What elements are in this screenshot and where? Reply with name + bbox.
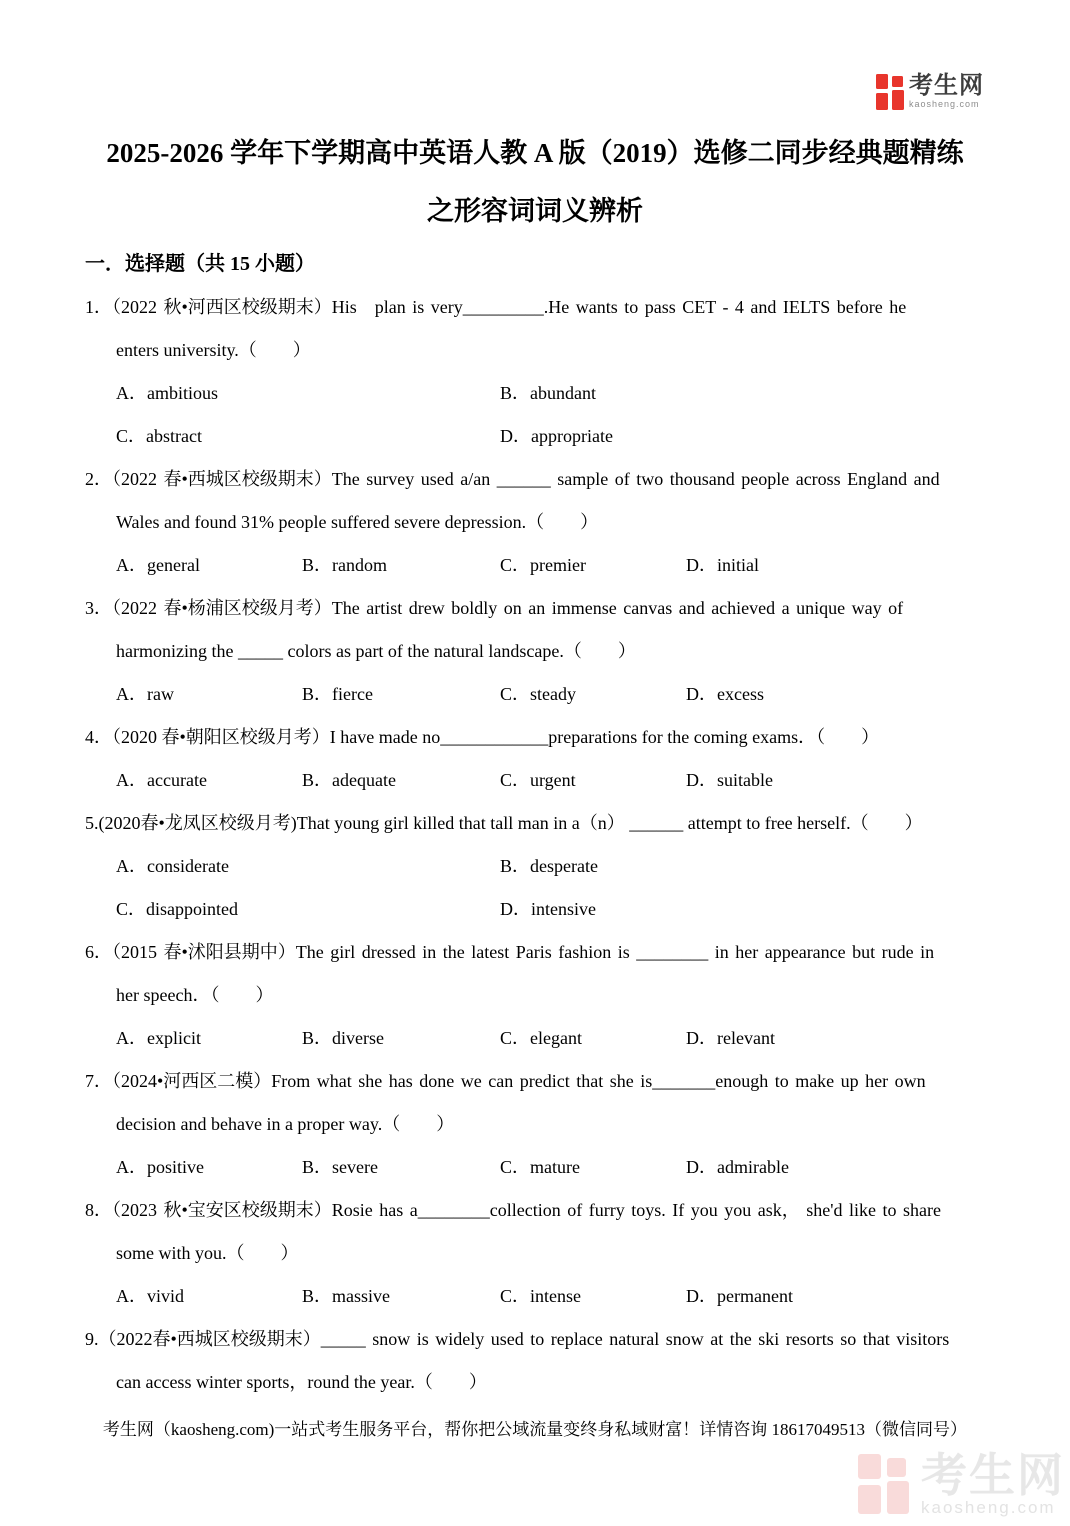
question-2-option-A: A．general xyxy=(116,555,200,575)
question-2 xyxy=(85,458,985,587)
question-2-option-B: B．random xyxy=(302,555,387,575)
question-1-option-A: A．ambitious xyxy=(116,383,218,403)
question-8-option-B: B．massive xyxy=(302,1286,390,1306)
section-heading: 一．选择题（共 15 小题） xyxy=(85,253,315,275)
question-6-option-C: C．elegant xyxy=(500,1028,582,1048)
question-2-stem-line-1: 2．（2022 春•西城区校级期末）The survey used a/an ______ sample of two thousand people across England and xyxy=(85,469,940,489)
question-8-option-D: D．permanent xyxy=(686,1286,793,1306)
watermark-brand-name: 考生网 xyxy=(921,1449,1065,1501)
question-8-options-row xyxy=(85,1275,985,1318)
question-7-option-D: D．admirable xyxy=(686,1157,789,1177)
questions xyxy=(85,286,985,1404)
question-4-option-B: B．adequate xyxy=(302,770,396,790)
question-5 xyxy=(85,802,985,931)
question-6 xyxy=(85,931,985,1060)
question-2-option-D: D．initial xyxy=(686,555,759,575)
question-1 xyxy=(85,286,985,458)
question-7-option-B: B．severe xyxy=(302,1157,378,1177)
question-7-stem-line-2: decision and behave in a proper way.（ ） xyxy=(116,1114,455,1134)
question-3-option-C: C．steady xyxy=(500,684,576,704)
question-6-options-row xyxy=(85,1017,985,1060)
question-6-option-B: B．diverse xyxy=(302,1028,384,1048)
logo-brand-name: 考生网 xyxy=(909,72,984,99)
question-2-options-row xyxy=(85,544,985,587)
question-8 xyxy=(85,1189,985,1318)
question-6-stem-line-2: her speech．（ ） xyxy=(116,985,274,1005)
document-title-line-2: 之形容词词义辨析 xyxy=(427,196,643,226)
logo-domain: kaosheng.com xyxy=(909,99,980,109)
question-8-option-A: A．vivid xyxy=(116,1286,185,1306)
question-7-option-C: C．mature xyxy=(500,1157,580,1177)
question-8-stem-line-2: some with you.（ ） xyxy=(116,1243,299,1263)
kaosheng-logo-text xyxy=(909,73,984,109)
question-7-option-A: A．positive xyxy=(116,1157,204,1177)
question-3-options-row xyxy=(85,673,985,716)
question-5-options-row xyxy=(85,888,985,931)
question-6-option-A: A．explicit xyxy=(116,1028,201,1048)
question-5-option-A: A．considerate xyxy=(116,856,229,876)
question-5-option-B: B．desperate xyxy=(500,856,598,876)
kaosheng-watermark-icon xyxy=(858,1452,912,1516)
question-3 xyxy=(85,587,985,716)
question-1-stem-line-2: enters university.（ ） xyxy=(116,340,311,360)
footer-note: 考生网（kaosheng.com)一站式考生服务平台，帮你把公域流量变终身私域财富！详情咨询 18617049513（微信同号） xyxy=(102,1420,968,1439)
question-3-option-B: B．fierce xyxy=(302,684,373,704)
kaosheng-logo xyxy=(876,73,984,111)
question-9-stem-line-2: can access winter sports，round the year.（ ） xyxy=(116,1372,487,1392)
question-1-option-D: D．appropriate xyxy=(500,426,613,446)
question-1-option-B: B．abundant xyxy=(500,383,596,403)
question-1-options-row xyxy=(85,415,985,458)
question-4 xyxy=(85,716,985,802)
question-5-option-C: C．disappointed xyxy=(116,899,238,919)
question-4-option-D: D．suitable xyxy=(686,770,773,790)
question-6-stem-line-1: 6．（2015 春•沭阳县期中）The girl dressed in the latest Paris fashion is ________ in her appearance but rude in xyxy=(85,942,935,962)
question-7-options-row xyxy=(85,1146,985,1189)
question-4-stem-line-1: 4．（2020 春•朝阳区校级月考）I have made no____________preparations for the coming exams．（ ） xyxy=(85,727,880,747)
question-7-stem-line-1: 7．（2024•河西区二模）From what she has done we can predict that she is_______enough to make up her own xyxy=(85,1071,926,1091)
document-title-line-1: 2025-2026 学年下学期高中英语人教 A 版（2019）选修二同步经典题精练 xyxy=(106,138,964,168)
question-9 xyxy=(85,1318,985,1404)
question-2-option-C: C．premier xyxy=(500,555,586,575)
question-3-option-A: A．raw xyxy=(116,684,174,704)
question-1-option-C: C．abstract xyxy=(116,426,202,446)
question-5-option-D: D．intensive xyxy=(500,899,596,919)
kaosheng-watermark xyxy=(858,1449,1065,1517)
kaosheng-watermark-text xyxy=(921,1449,1065,1517)
question-3-stem-line-2: harmonizing the _____ colors as part of the natural landscape.（ ） xyxy=(116,641,636,661)
question-3-stem-line-1: 3．（2022 春•杨浦区校级月考）The artist drew boldly on an immense canvas and achieved a unique way of xyxy=(85,598,904,618)
document-title xyxy=(0,0,1070,240)
question-5-stem-line-1: 5.(2020春•龙凤区校级月考)That young girl killed that tall man in a（n） ______ attempt to free herself.（ ） xyxy=(85,813,923,833)
question-2-stem-line-2: Wales and found 31% people suffered severe depression.（ ） xyxy=(116,512,599,532)
question-1-stem-line-1: 1．（2022 秋•河西区校级期末）His plan is very_________.He wants to pass CET - 4 and IELTS before he xyxy=(85,297,907,317)
question-1-options-row xyxy=(85,372,985,415)
question-5-options-row xyxy=(85,845,985,888)
question-4-option-C: C．urgent xyxy=(500,770,576,790)
watermark-domain: kaosheng.com xyxy=(921,1498,1056,1517)
question-3-option-D: D．excess xyxy=(686,684,764,704)
question-8-stem-line-1: 8．（2023 秋•宝安区校级期末）Rosie has a________collection of furry toys. If you you ask， she'd like to share xyxy=(85,1200,941,1220)
question-7 xyxy=(85,1060,985,1189)
question-8-option-C: C．intense xyxy=(500,1286,581,1306)
kaosheng-logo-icon xyxy=(876,73,904,111)
question-6-option-D: D．relevant xyxy=(686,1028,775,1048)
question-4-options-row xyxy=(85,759,985,802)
question-9-stem-line-1: 9.（2022春•西城区校级期末）_____ snow is widely used to replace natural snow at the ski resorts so that visitors xyxy=(85,1329,950,1349)
question-4-option-A: A．accurate xyxy=(116,770,207,790)
